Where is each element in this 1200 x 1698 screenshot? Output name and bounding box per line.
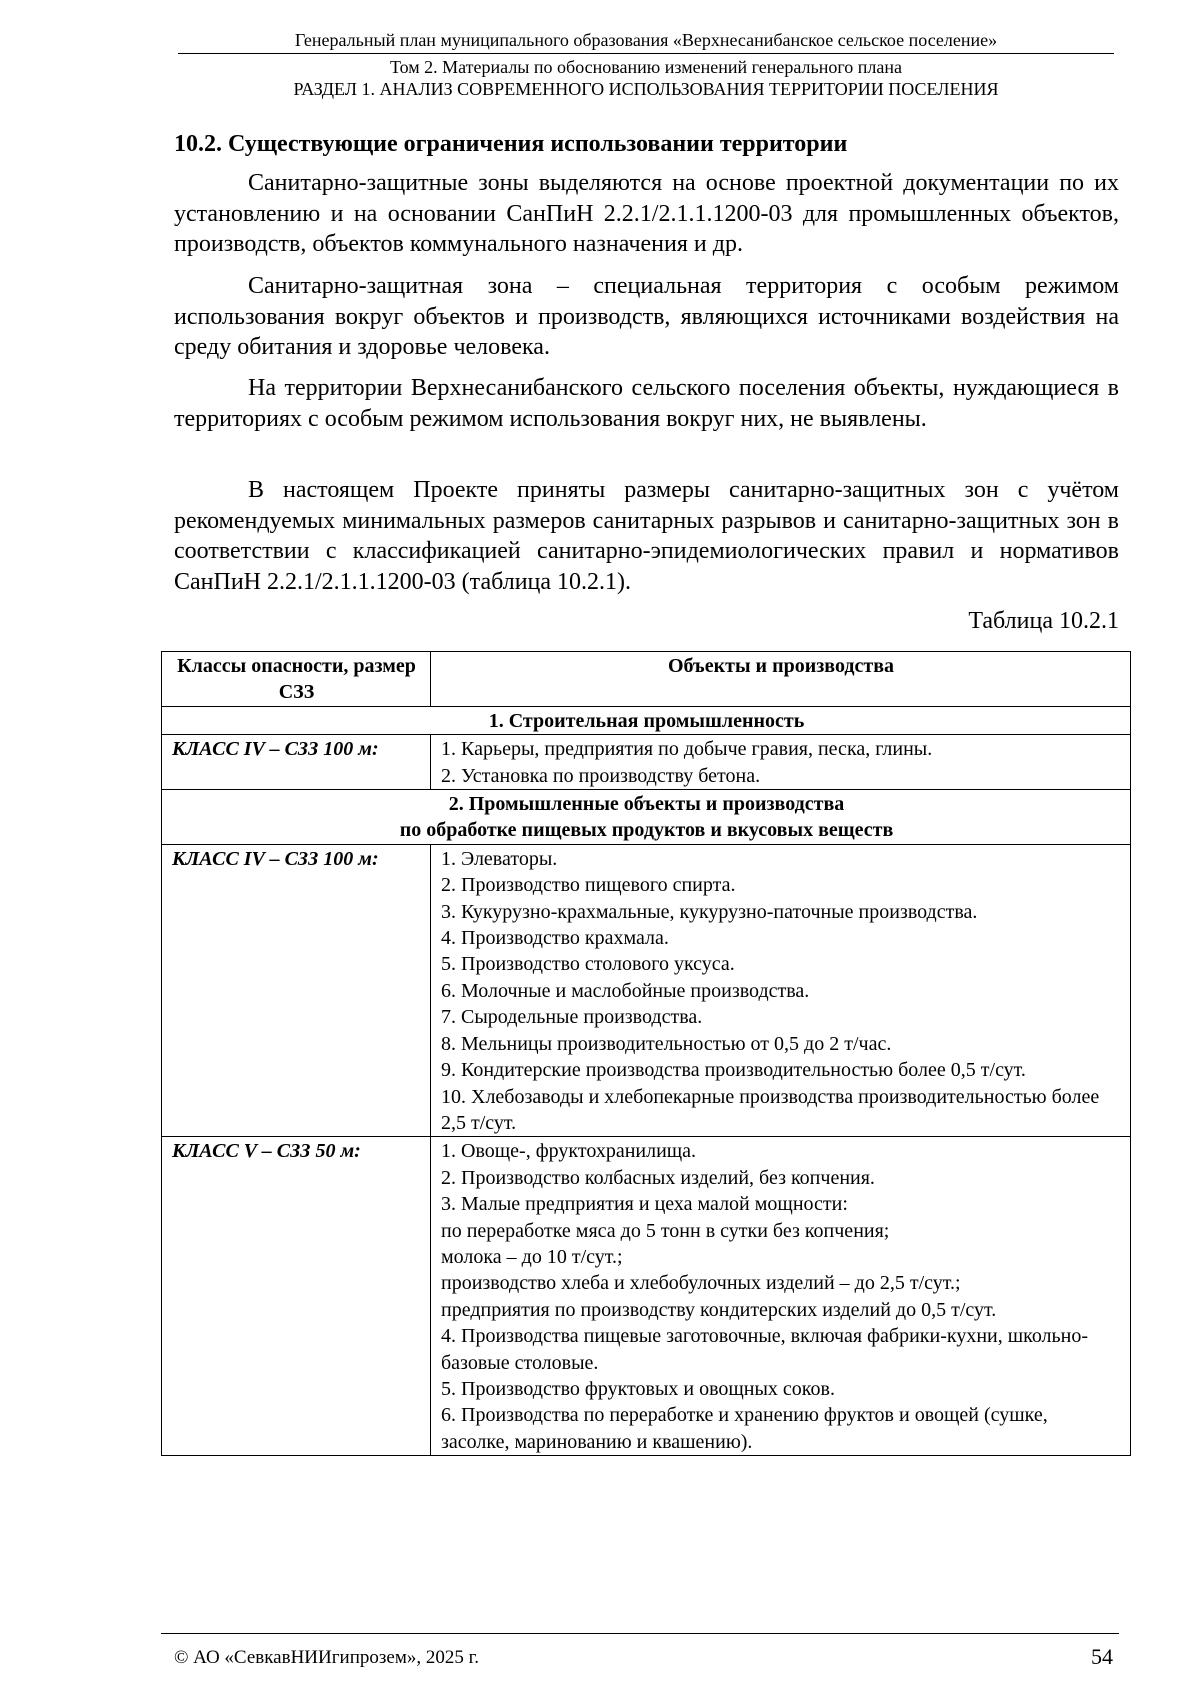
list-item: 9. Кондитерские производства производительностью более 0,5 т/сут. [441,1059,1026,1082]
list-item: 5. Производство фруктовых и овощных соков. [441,1377,835,1400]
footer-copyright: © АО «СевкавНИИгипрозем», 2025 г. [174,1647,479,1668]
paragraph: Санитарно-защитные зоны выделяются на основе проектной документации по их установлению и на основании СанПиН 2.2.1/2.1.1.1200-03 для промышленных объектов, производств, объектов коммунального назначения и др. [174,170,1119,257]
header-line-3: РАЗДЕЛ 1. АНАЛИЗ СОВРЕМЕННОГО ИСПОЛЬЗОВАНИЯ ТЕРРИТОРИИ ПОСЕЛЕНИЯ [293,79,999,99]
section-title-line: 1. Строительная промышленность [488,709,805,732]
table-row [162,735,1131,790]
objects-cell [431,735,1131,790]
paragraph: Санитарно-защитная зона – специальная территория с особым режимом использования вокруг объектов и производств, являющихся источниками воздействия на среду обитания и здоровье человека. [174,273,1119,360]
table-section-row [162,790,1131,845]
list-item: 6. Производства по переработке и хранению фруктов и овощей (сушке, засолке, маринованию и квашению). [441,1404,1048,1453]
list-item: 3. Малые предприятия и цеха малой мощности: [441,1193,848,1216]
list-item: 2. Установка по производству бетона. [441,764,761,787]
section-title: 10.2. Существующие ограничения использовании территории [174,131,848,157]
header-line-2: Том 2. Материалы по обоснованию изменений генерального плана [389,57,903,77]
objects-cell [431,1137,1131,1456]
section-title-cell [162,706,1131,734]
section-title-cell [162,790,1131,845]
header-divider [178,53,1114,54]
header-cell-class: Классы опасности, размер СЗЗ [162,652,431,707]
hazard-class-cell: КЛАСС V – СЗЗ 50 м: [162,1137,431,1456]
table-section-row [162,706,1131,734]
list-item: 2. Производство колбасных изделий, без копчения. [441,1166,875,1189]
list-item: 10. Хлебозаводы и хлебопекарные производства производительностью более 2,5 т/сут. [441,1085,1100,1134]
list-item: 1. Овоще-, фруктохранилища. [441,1140,697,1163]
sanitary-zones-table [161,651,1131,1456]
paragraph: В настоящем Проекте приняты размеры санитарно-защитных зон с учётом рекомендуемых минимальных размеров санитарных разрывов и санитарно-защитных зон в соответствии с классификацией санитарно-эпидемиологических правил и нормативов СанПиН 2.2.1/2.1.1.1200-03 (таблица 10.2.1). [174,477,1119,595]
table-caption: Таблица 10.2.1 [968,608,1119,634]
list-item: 8. Мельницы производительностью от 0,5 до 2 т/час. [441,1032,892,1055]
list-item: предприятия по производству кондитерских изделий до 0,5 т/сут. [441,1298,997,1321]
list-item: 4. Производства пищевые заготовочные, включая фабрики-кухни, школьно-базовые столовые. [441,1325,1089,1374]
paragraph: На территории Верхнесанибанского сельского поселения объекты, нуждающиеся в территориях с особым режимом использования вокруг них, не выявлены. [174,375,1119,432]
page-number: 54 [1091,1644,1113,1669]
list-item: производство хлеба и хлебобулочных изделий – до 2,5 т/сут.; [441,1272,961,1295]
list-item: 4. Производство крахмала. [441,927,669,950]
hazard-class-cell: КЛАСС IV – СЗЗ 100 м: [162,844,431,1136]
list-item: 2. Производство пищевого спирта. [441,874,736,897]
list-item: 1. Карьеры, предприятия по добыче гравия, песка, глины. [441,738,933,761]
list-item: по переработке мяса до 5 тонн в сутки без копчения; [441,1219,890,1242]
header-cell-objects: Объекты и производства [431,652,1131,707]
list-item: молока – до 10 т/сут.; [441,1245,623,1268]
list-item: 7. Сыродельные производства. [441,1006,703,1029]
list-item: 1. Элеваторы. [441,847,558,870]
table-header-row [162,652,1131,707]
objects-cell [431,844,1131,1136]
hazard-class-cell: КЛАСС IV – СЗЗ 100 м: [162,735,431,790]
list-item: 3. Кукурузно-крахмальные, кукурузно-паточные производства. [441,900,978,923]
footer-divider [161,1633,1119,1634]
table-row [162,844,1131,1136]
header-line-1: Генеральный план муниципального образования «Верхнесанибанское сельское поселение» [294,30,998,50]
table-row [162,1137,1131,1456]
section-title-line: 2. Промышленные объекты и производства [448,793,845,816]
list-item: 5. Производство столового уксуса. [441,953,735,976]
list-item: 6. Молочные и маслобойные производства. [441,979,810,1002]
section-title-line: по обработке пищевых продуктов и вкусовых веществ [399,819,894,842]
